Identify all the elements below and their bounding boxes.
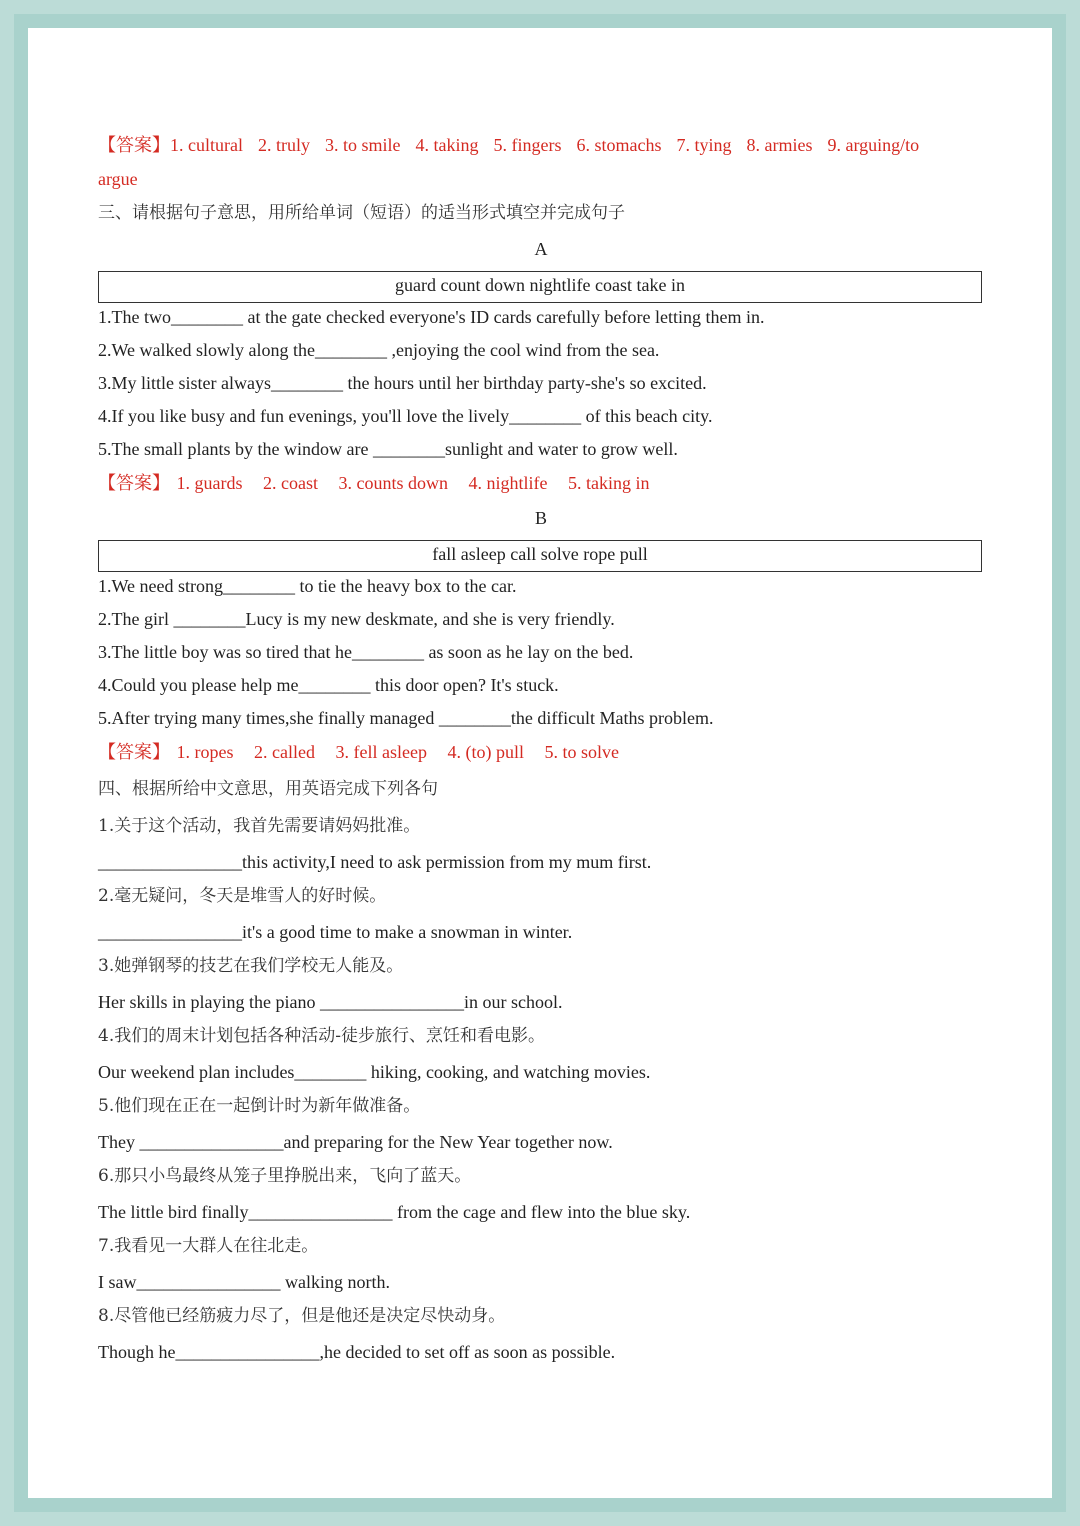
word-box-a: guard count down nightlife coast take in (98, 271, 982, 303)
question-a1: 1.The two________ at the gate checked everyone's ID cards carefully before letting them in. (98, 307, 765, 327)
answer-item: 8. armies (746, 135, 813, 155)
translation-cn-4: 4.我们的周末计划包括各种活动-徒步旅行、烹饪和看电影。 (98, 1026, 545, 1046)
question-a4: 4.If you like busy and fun evenings, you'll love the lively________ of this beach city. (98, 406, 713, 426)
question-b2: 2.The girl ________Lucy is my new deskmate, and she is very friendly. (98, 609, 615, 629)
translation-en-5: They ________________and preparing for the New Year together now. (98, 1132, 613, 1152)
part-a-label: A (534, 239, 548, 259)
answer-item: 6. stomachs (576, 135, 662, 155)
answer-row-a (98, 472, 665, 494)
question-b3: 3.The little boy was so tired that he________ as soon as he lay on the bed. (98, 642, 634, 662)
section4-title: 四、根据所给中文意思，用英语完成下列各句 (98, 779, 438, 799)
question-b1: 1.We need strong________ to tie the heavy box to the car. (98, 576, 517, 596)
translation-cn-7: 7.我看见一大群人在往北走。 (98, 1236, 319, 1256)
translation-en-4: Our weekend plan includes________ hiking, cooking, and watching movies. (98, 1062, 651, 1082)
answer-item: 5. to solve (544, 742, 619, 762)
translation-en-3: Her skills in playing the piano ________________in our school. (98, 992, 563, 1012)
question-a2: 2.We walked slowly along the________ ,enjoying the cool wind from the sea. (98, 340, 660, 360)
answer-item: 4. (to) pull (447, 742, 524, 762)
question-a5: 5.The small plants by the window are ________sunlight and water to grow well. (98, 439, 678, 459)
answer-item: 2. coast (263, 473, 318, 493)
translation-cn-6: 6.那只小鸟最终从笼子里挣脱出来，飞向了蓝天。 (98, 1166, 472, 1186)
answer-item: 2. truly (257, 135, 310, 155)
word-box-b: fall asleep call solve rope pull (98, 540, 982, 572)
translation-cn-8: 8.尽管他已经筋疲力尽了，但是他还是决定尽快动身。 (98, 1306, 506, 1326)
question-b5: 5.After trying many times,she finally managed ________the difficult Maths problem. (98, 708, 714, 728)
translation-en-1: ________________this activity,I need to ask permission from my mum first. (98, 852, 652, 872)
section3-title: 三、请根据句子意思，用所给单词（短语）的适当形式填空并完成句子 (98, 203, 625, 223)
translation-cn-3: 3.她弹钢琴的技艺在我们学校无人能及。 (98, 956, 404, 976)
answer-bracket: 【答案】 (98, 135, 170, 155)
answer-item: 1. cultural (170, 135, 243, 155)
part-b-label: B (534, 508, 547, 528)
answer-item: 3. to smile (324, 135, 401, 155)
answer-item: 9. arguing/to (827, 135, 920, 155)
answer-wrap-text: argue (98, 169, 138, 189)
translation-cn-5: 5.他们现在正在一起倒计时为新年做准备。 (98, 1096, 421, 1116)
question-b4: 4.Could you please help me________ this door open? It's stuck. (98, 675, 559, 695)
translation-cn-1: 1.关于这个活动，我首先需要请妈妈批准。 (98, 816, 421, 836)
translation-en-8: Though he________________,he decided to set off as soon as possible. (98, 1342, 616, 1362)
answer-bracket: 【答案】 (98, 473, 170, 493)
answer-item: 3. fell asleep (335, 742, 427, 762)
answer-row-1 (98, 131, 998, 157)
answer-item: 4. nightlife (468, 473, 548, 493)
answer-item: 5. taking in (567, 473, 650, 493)
answer-item: 7. tying (676, 135, 732, 155)
translation-en-7: I saw________________ walking north. (98, 1272, 390, 1292)
translation-en-2: ________________it's a good time to make a snowman in winter. (98, 922, 573, 942)
answer-row-b (98, 741, 635, 763)
answer-item: 3. counts down (338, 473, 448, 493)
answer-item: 1. ropes (176, 742, 234, 762)
translation-cn-2: 2.毫无疑问，冬天是堆雪人的好时候。 (98, 886, 387, 906)
translation-en-6: The little bird finally________________ from the cage and flew into the blue sky. (98, 1202, 691, 1222)
answer-item: 4. taking (415, 135, 479, 155)
answer-item: 5. fingers (493, 135, 562, 155)
question-a3: 3.My little sister always________ the hours until her birthday party-she's so excited. (98, 373, 707, 393)
answer-item: 2. called (254, 742, 315, 762)
answer-bracket: 【答案】 (98, 742, 170, 762)
answer-item: 1. guards (176, 473, 243, 493)
